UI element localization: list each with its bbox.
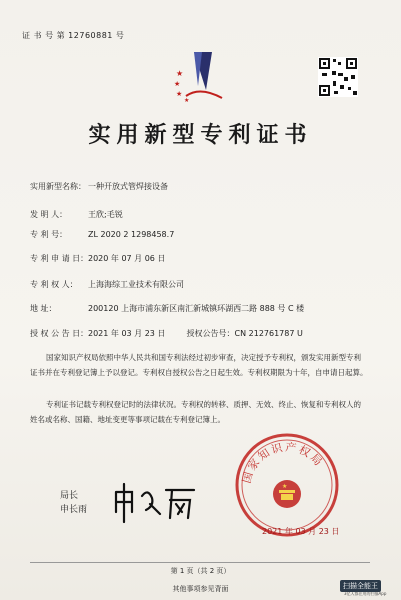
paragraph-grant-statement: 国家知识产权局依照中华人民共和国专利法经过初步审查，决定授予专利权，颁发实用新型专利证书并在专利登记簿上予以登记。专利权自授权公告之日起生效。专利权期限为十年，自申请日起算。 <box>30 353 368 377</box>
svg-text:★: ★ <box>176 69 184 78</box>
field-application-date: 专 利 申 请 日：2020 年 07 月 06 日 <box>30 254 166 263</box>
page-number: 第 1 页（共 2 页） <box>170 567 231 575</box>
footer-divider <box>30 562 370 563</box>
signatory-name: 申长雨 <box>60 505 88 515</box>
scanner-watermark: 扫描全能王 <box>340 580 381 592</box>
field-patent-number: 专 利 号： ZL 2020 2 1298458.7 <box>30 230 175 239</box>
field-patentee: 专 利 权 人： 上海海综工业技术有限公司 <box>30 280 184 289</box>
qr-code-icon <box>318 57 358 97</box>
paragraph-legal-status: 专利证书记载专利权登记时的法律状况。专利权的转移、质押、无效、终止、恢复和专利权人的姓名或名称、国籍、地址变更等事项记载在专利登记簿上。 <box>30 400 361 424</box>
signatory-title: 局长 <box>60 491 79 501</box>
field-inventor: 发 明 人： 王欣;毛锐 <box>30 210 123 219</box>
back-note: 其他事项参见背面 <box>172 585 229 593</box>
official-seal-icon <box>232 430 342 540</box>
svg-text:★: ★ <box>282 483 288 490</box>
cnipa-logo-icon <box>172 46 228 106</box>
svg-text:★: ★ <box>174 80 181 88</box>
svg-text:★: ★ <box>176 90 183 98</box>
field-utility-name: 实用新型名称： 一种开放式管焊接设备 <box>30 182 168 191</box>
certificate-title: 实用新型专利证书 <box>88 122 313 148</box>
seal-date: 2021 年 03 月 23 日 <box>262 527 340 536</box>
signature-icon <box>110 478 200 526</box>
field-grant-date: 授 权 公 告 日：2021 年 03 月 23 日 授权公告号：CN 212761787 U <box>30 329 303 338</box>
certificate-number: 证 书 号 第 12760881 号 <box>22 31 125 40</box>
scanner-watermark-sub: 3亿人都在用的扫描App <box>344 591 387 596</box>
svg-text:国家知识产权局: 国家知识产权局 <box>240 440 326 485</box>
field-address: 地 址： 200120 上海市浦东新区南汇新城镇环湖西二路 888 号 C 楼 <box>30 304 305 313</box>
svg-text:★: ★ <box>184 97 190 104</box>
